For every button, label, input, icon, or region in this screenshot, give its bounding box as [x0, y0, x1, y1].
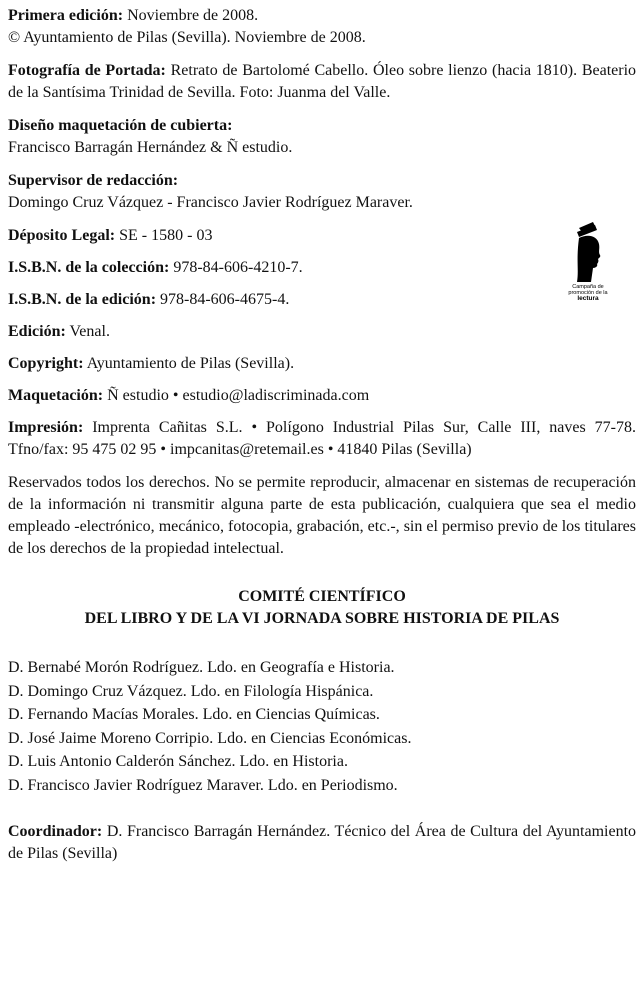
copyright-block — [8, 353, 636, 375]
committee-member: D. José Jaime Moreno Corripio. Ldo. en Ciencias Económicas. — [8, 729, 412, 747]
edition-date: Noviembre de 2008. — [127, 7, 259, 24]
copyright-text: Ayuntamiento de Pilas (Sevilla). — [86, 355, 295, 372]
committee-member: D. Domingo Cruz Vázquez. Ldo. en Filología Hispánica. — [8, 682, 374, 700]
printing-label: Impresión: — [8, 419, 84, 436]
cover-design-label: Diseño maquetación de cubierta: — [8, 117, 233, 134]
logo-caption: Campaña de promoción de la lectura — [568, 284, 608, 302]
coordinator-label: Coordinador: — [8, 823, 103, 840]
committee-title-line1: COMITÉ CIENTÍFICO — [238, 588, 406, 605]
committee-member: D. Francisco Javier Rodríguez Maraver. Ldo. en Periodismo. — [8, 776, 398, 794]
layout-label: Maquetación: — [8, 387, 104, 404]
rights-paragraph: Reservados todos los derechos. No se permite reproducir, almacenar en sistemas de recuperación de la información ni transmitir alguna parte de esta publicación, cualquiera que sea el medio empleado -electrónico, mecánico, fotocopia, grabación, etc.-, sin el permiso previo de los titulares de los derechos de la propiedad intelectual. — [8, 474, 636, 557]
printing-block — [8, 417, 636, 461]
supervisor-block — [8, 170, 636, 214]
layout-text: Ñ estudio • estudio@ladiscriminada.com — [107, 387, 370, 404]
cover-photo-label: Fotografía de Portada: — [8, 62, 166, 79]
legal-deposit-text: SE - 1580 - 03 — [119, 227, 213, 244]
coordinator-text: D. Francisco Barragán Hernández. Técnico del Área de Cultura del Ayuntamiento de Pilas (Sevilla) — [8, 823, 637, 862]
legal-deposit-block — [8, 225, 636, 247]
printing-text: Imprenta Cañitas S.L. • Polígono Industrial Pilas Sur, Calle III, naves 77-78. Tfno/fax: 95 475 02 95 • impcanitas@retemail.es • 41840 Pilas (Sevilla) — [8, 419, 636, 458]
edition-block — [8, 5, 636, 49]
committee-member: D. Fernando Macías Morales. Ldo. en Ciencias Químicas. — [8, 706, 380, 723]
isbn-collection-block — [8, 257, 636, 279]
isbn-collection-label: I.S.B.N. de la colección: — [8, 259, 170, 276]
cover-design-text: Francisco Barragán Hernández & Ñ estudio. — [8, 139, 293, 156]
edition-copyright: © Ayuntamiento de Pilas (Sevilla). Noviembre de 2008. — [8, 29, 366, 46]
committee-heading — [8, 586, 636, 630]
copyright-label: Copyright: — [8, 355, 84, 372]
isbn-edition-label: I.S.B.N. de la edición: — [8, 291, 157, 308]
layout-block — [8, 385, 636, 407]
cover-photo-block — [8, 60, 636, 104]
committee-members — [8, 656, 636, 797]
edition-type-block — [8, 321, 636, 343]
supervisor-label: Supervisor de redacción: — [8, 172, 179, 189]
committee-member: D. Bernabé Morón Rodríguez. Ldo. en Geografía e Historia. — [8, 659, 395, 676]
book-head-icon — [573, 222, 603, 284]
isbn-edition-block — [8, 289, 636, 311]
edition-label: Primera edición: — [8, 7, 124, 24]
credits-page — [8, 5, 636, 865]
committee-title-line2: DEL LIBRO Y DE LA VI JORNADA SOBRE HISTORIA DE PILAS — [84, 610, 560, 627]
committee-member: D. Luis Antonio Calderón Sánchez. Ldo. en Historia. — [8, 753, 348, 770]
coordinator-block — [8, 821, 636, 865]
cover-design-block — [8, 115, 636, 159]
edition-type-text: Venal. — [69, 323, 110, 340]
reading-campaign-logo — [560, 222, 616, 302]
isbn-collection-text: 978-84-606-4210-7. — [173, 259, 303, 276]
legal-deposit-label: Déposito Legal: — [8, 227, 116, 244]
cover-photo-text: Retrato de Bartolomé Cabello. Óleo sobre lienzo (hacia 1810). Beaterio de la Santísima Trinidad de Sevilla. Foto: Juanma del Valle. — [8, 62, 637, 101]
isbn-edition-text: 978-84-606-4675-4. — [160, 291, 290, 308]
supervisor-text: Domingo Cruz Vázquez - Francisco Javier Rodríguez Maraver. — [8, 194, 413, 211]
edition-type-label: Edición: — [8, 323, 66, 340]
